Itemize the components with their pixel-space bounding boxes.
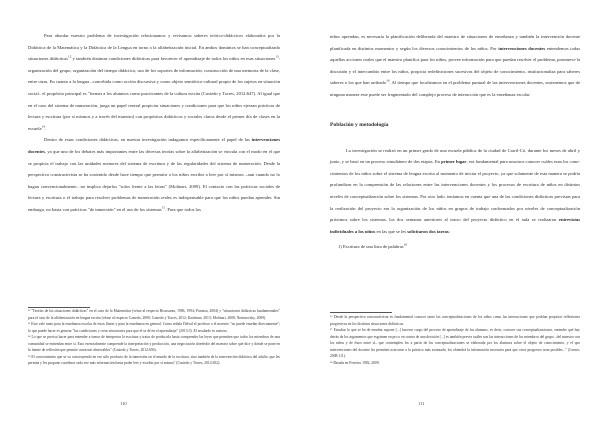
left-footnotes — [28, 308, 280, 367]
emphasis-term: entrevistas individuales a los niños — [330, 217, 580, 234]
emphasis-term: intervenciones docentes — [28, 137, 280, 154]
paragraph: Dentro de estas condiciones didácticas, en nuestra investigación indagamos específicamente el papel de las intervenciones docentes, ya que uno de los debates más importantes entre las diversas teorías sobre la alfabetización se vincula con el modo en el que se propicia el trabajo con las unidades menores del sistema de escritura y de las regularidades del sistema de numeración. Desde la perspectiva constructivista se ha sostenido desde hace tiempo que permitir a los niños escribir a leer por sí mismos –aun cuando no lo hagan convencionalmente– no implica dejarlos "solos frente a las letras" (Molinari, 2009). El contacto con las prácticas sociales de lectura y escritura o el trabajo para resolver problemas de numeración reales es indispensable para que los niños puedan aprender. Sin embargo, no basta con prácticas "de inmersión" en el uso de los sistemas$^{15}$. Para que todos los — [28, 137, 280, 212]
footnote: ¹⁷ Estudiar lo que se ha de enseñar supone [...] hacerse cargo del proceso de aprendizaje de los alumnos, es decir, conocer sus conceptualizaciones, entender qué hay detrás de los argumentos que esgrimen en pro o en contra de una decisión [...] es también prever cuáles son las interacciones de los miembros del grupo –del maestro con los niños y de éstos entre sí– que contemplen los a partir de los conceptualizaciones se elaborada por los alumnos sobre el objeto de conocimiento, y el que intervenciones del docente les permiten acercarse a la práctica más avanzada, los obtendrá la información necesaria para que otros progresos sean posibles..." (Lerner, 2008:111). — [330, 328, 580, 358]
right-footnotes — [330, 314, 580, 366]
footnote: ¹⁶ Desde la perspectiva constructivista es fundamental conocer tanto las conceptualizaciones de los niños como las interacciones que podrían propiciar reflexiones progresivas en los distintos situaciones didácticas. — [330, 315, 580, 326]
page-number: 110 — [120, 401, 127, 406]
paragraph: niños aprendan, es necesaria la planificación deliberada del maestro de situaciones de enseñanza y también la intervención docente planificada en distintos momentos y según los diversos conocimientos de los niños. Por intervenciones docentes entendemos todas aquellas acciones orales que el maestro planifica para los niños, provee información para que puedan resolver el problema, promueve la discusión y el intercambio entre los niños, propicia redefiniciones sucesivas del objeto de conocimiento, institucionaliza para saberes saberes o los que han arribado$^{16}$. Al tiempo que focalizamos en el problema puntual de las intervenciones docentes, sostenemos que de ninguna manera este puede ser fragmentado del complejo proceso de interacción que es la enseñanza escolar. — [330, 34, 581, 97]
paragraph: Para abordar nuestro problema de investigación relacionamos y revisamos saberes teórico-didácticos elaborados por la Didáctica de la Matemática y la Didáctica de la Lengua en torno a la alfabetización inicial. En ambos dominios se han conceptualizado situaciones didácticas$^{12}$ y también distintas condiciones didácticas para favorecer el aprendizaje de todos los niños en esas situaciones$^{13}$: organización del grupo, organización del tiempo didáctico, uso de los soportes de información, construcción de una memoria de la clase, entre otras. En cuanto a la lengua –concebida como acción discursiva y como objeto semiótico-cultural propio de los sujetos en situación social– el propósito principal es "formar a los alumnos como practicantes de la cultura escrita (Castedo y Torres, 2012:647). Al igual que en el caso del sistema de numeración, juega un papel central propiciar situaciones y condiciones para que los niños ejerzan prácticas de lectura y escritura (por sí mismos y a través del maestro) con propósitos didácticos y sociales claros desde el primer día de clases en la escuela$^{14}$. — [28, 33, 280, 131]
emphasis-term: solicitaron dos tareas — [407, 228, 449, 234]
footnote-ref[interactable]: 15 — [161, 205, 166, 210]
footnote: ¹⁴ Lo que se precisa hacer para entender a tomar de interpretar la escritura y tratar de producirla hasta comprender las leyes que permiten que todos los miembros de una comunidad se entiendan entre sí. Esto esencialmente comprende la interpretación y producción, una negociación alrededor del maestro sobre qué dice y dónde se pone en la fuente de reflexión que permite construir observables" (Castedo y Torres, 2012:656). — [28, 335, 280, 352]
footnote-divider — [330, 312, 392, 313]
footnote-ref[interactable]: 16 — [403, 242, 407, 247]
footnote: ¹³ Esto vale tanto para la enseñanza escolar de estos líneas y para la enseñanza en general. Como señala Delval el profesor o el maestro "no puede enseñar directamente"; lo que puede hacer es generar "las condiciones y crear situaciones para que el se dé en el aprendizaje" (2013:5). El resaltado es nuestro. — [28, 322, 280, 333]
section-heading: Población y metodología — [330, 121, 389, 128]
footnote-ref[interactable]: 14 — [41, 124, 45, 129]
footnote-ref[interactable]: 13 — [275, 54, 279, 59]
footnote: ¹⁵ El conocimiento que se va construyendo en ese sólo producto de la inmersión en el mundo de la escritura, sino también de la intervención didáctica del adulto, que les permita y les propone coordinar cada vez más información hasta poder leer y escribir por sí mismo" (Castedo y Torres, 2012:652). — [28, 354, 280, 365]
right-body-text — [330, 31, 580, 253]
footnote-ref[interactable]: 16 — [386, 78, 390, 83]
emphasis-term: intervenciones docentes — [498, 45, 546, 51]
emphasis-term: primer lugar — [441, 159, 467, 165]
paragraph: La investigación se realizó en un primer grado de una escuela pública de la ciudad de Carril-Có, durante los meses de abril y junio, y se basó en un proceso simultáneo de dos etapas. En primer lugar, era fundamental para nosotros conocer cuáles eran los conocimientos de los niños sobre el sistema de lengua escrita al momento de iniciar el proyecto, ya que solamente de esta manera se podría profundizar en la comprensión de las relaciones entre las intervenciones docentes y los procesos de escritura de niños en distintos niveles de conceptualización sobre los sistemas. Por otro lado, teníamos en cuenta que una de las condiciones didácticas previstas para la realización del proyecto era la organización de los niños en grupos de trabajo conformados por niveles de conceptualización próximos sobre los sistemas, los dos semanas anteriores al inicio del proyecto didáctico en el aula se realizaron entrevistas individuales a los niños en las que se les solicitaron dos tareas: — [330, 147, 580, 234]
right-page — [300, 0, 600, 424]
footnote-ref[interactable]: 12 — [68, 54, 72, 59]
footnote: ¹² "Teorías de las situaciones didácticas" en el caso de la Matemática (véase al respecto Brousseau, 1986, 1994; Panizza, 2004) y "situaciones didácticas fundamentales" para el caso de la alfabetización en lengua escrita (véase al respecto Castedo, 2000; Castedo y Torres, 2012; Kaufman, 2013; Molinari, 2008; Nemirovsky, 2009). — [28, 309, 280, 320]
list-item: 1) Escritura de una lista de palabras$^{16}$ — [338, 242, 407, 250]
page-number: 111 — [418, 401, 425, 406]
left-body-text — [28, 30, 280, 216]
footnote: ¹⁸ Basada en Ferreiro 1982, 2009. — [330, 360, 380, 365]
